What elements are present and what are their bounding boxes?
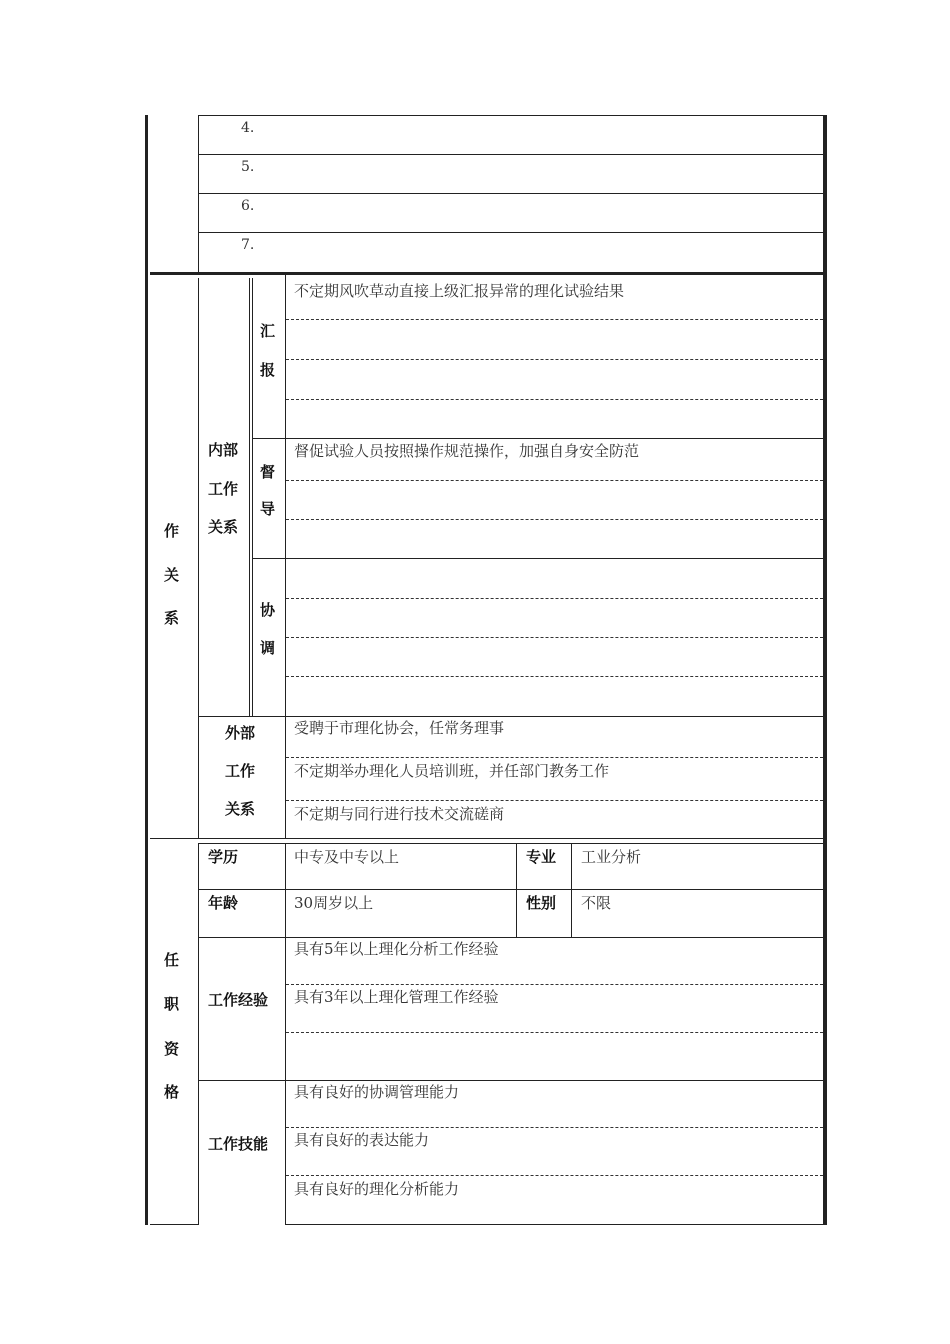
skills-line: 具有良好的表达能力 — [294, 1131, 430, 1149]
block-divider — [252, 558, 824, 559]
row-divider — [198, 154, 824, 155]
qual-content-divider — [285, 843, 286, 1225]
external-label: 工作 — [225, 762, 256, 780]
supervise-dashed-line — [286, 519, 823, 520]
row-divider — [198, 193, 824, 194]
relations-divider — [198, 278, 199, 838]
skills-line: 具有良好的协调管理能力 — [294, 1083, 460, 1101]
experience-dashed-line — [286, 1032, 823, 1033]
section-separator — [198, 843, 824, 844]
sub-divider — [252, 278, 253, 716]
skills-line: 具有良好的理化分析能力 — [294, 1180, 460, 1198]
qual-mid-divider — [571, 843, 572, 937]
coordinate-dashed-line — [286, 676, 823, 677]
content-divider — [285, 272, 286, 838]
experience-line: 具有3年以上理化管理工作经验 — [294, 988, 499, 1006]
block-divider — [198, 716, 824, 717]
row-number: 4. — [241, 120, 255, 136]
report-label: 报 — [260, 361, 276, 379]
report-label: 汇 — [260, 322, 276, 340]
experience-dashed-line — [286, 984, 823, 985]
top-border — [198, 115, 824, 116]
age-label: 年龄 — [208, 894, 239, 912]
relations-label-char: 作 — [164, 522, 180, 540]
section1-divider — [198, 115, 199, 273]
left-border — [145, 115, 148, 1225]
row-number: 6. — [241, 198, 255, 214]
external-line: 受聘于市理化协会，任常务理事 — [294, 719, 505, 737]
external-dashed-line — [286, 800, 823, 801]
section-separator — [150, 272, 823, 275]
major-label: 专业 — [526, 848, 557, 866]
report-dashed-line — [286, 319, 823, 320]
qual-divider — [198, 843, 199, 1225]
gender-label: 性别 — [526, 894, 557, 912]
qualifications-label-char: 职 — [164, 995, 180, 1013]
supervise-label: 督 — [260, 463, 276, 481]
section-separator — [150, 838, 198, 839]
major-value: 工业分析 — [581, 848, 642, 866]
coordinate-dashed-line — [286, 637, 823, 638]
external-line: 不定期与同行进行技术交流磋商 — [294, 805, 505, 823]
skills-dashed-line — [286, 1175, 823, 1176]
internal-label: 工作 — [208, 480, 239, 498]
age-value: 30周岁以上 — [294, 894, 374, 912]
relations-label-char: 关 — [164, 566, 180, 584]
section-separator — [198, 838, 824, 839]
qualifications-label-char: 资 — [164, 1040, 180, 1058]
row-divider — [198, 889, 824, 890]
report-dashed-line — [286, 399, 823, 400]
row-divider — [198, 937, 824, 938]
right-border — [823, 115, 827, 1225]
experience-label: 工作经验 — [208, 991, 269, 1009]
gender-value: 不限 — [581, 894, 612, 912]
row-divider — [198, 1080, 824, 1081]
report-dashed-line — [286, 359, 823, 360]
external-dashed-line — [286, 757, 823, 758]
qualifications-label-char: 格 — [164, 1083, 180, 1101]
education-value: 中专及中专以上 — [294, 848, 400, 866]
internal-divider — [249, 278, 250, 716]
internal-label: 关系 — [208, 518, 239, 536]
row-number: 7. — [241, 237, 255, 253]
report-line: 不定期风吹草动直接上级汇报异常的理化试验结果 — [294, 282, 625, 300]
supervise-line: 督促试验人员按照操作规范操作，加强自身安全防范 — [294, 442, 640, 460]
qualifications-label-char: 任 — [164, 951, 180, 969]
supervise-dashed-line — [286, 480, 823, 481]
external-line: 不定期举办理化人员培训班，并任部门教务工作 — [294, 762, 610, 780]
supervise-label: 导 — [260, 500, 276, 518]
skills-label: 工作技能 — [208, 1135, 269, 1153]
qual-mid-divider — [516, 843, 517, 937]
relations-label-char: 系 — [164, 609, 180, 627]
bottom-border — [285, 1224, 824, 1225]
coordinate-label: 调 — [260, 639, 276, 657]
bottom-border-left — [150, 1224, 198, 1225]
coordinate-dashed-line — [286, 598, 823, 599]
block-divider — [252, 438, 824, 439]
internal-label: 内部 — [208, 441, 239, 459]
skills-dashed-line — [286, 1127, 823, 1128]
education-label: 学历 — [208, 848, 239, 866]
row-number: 5. — [241, 159, 255, 175]
coordinate-label: 协 — [260, 601, 276, 619]
experience-line: 具有5年以上理化分析工作经验 — [294, 940, 499, 958]
external-label: 关系 — [225, 800, 256, 818]
row-divider — [198, 232, 824, 233]
external-label: 外部 — [225, 724, 256, 742]
